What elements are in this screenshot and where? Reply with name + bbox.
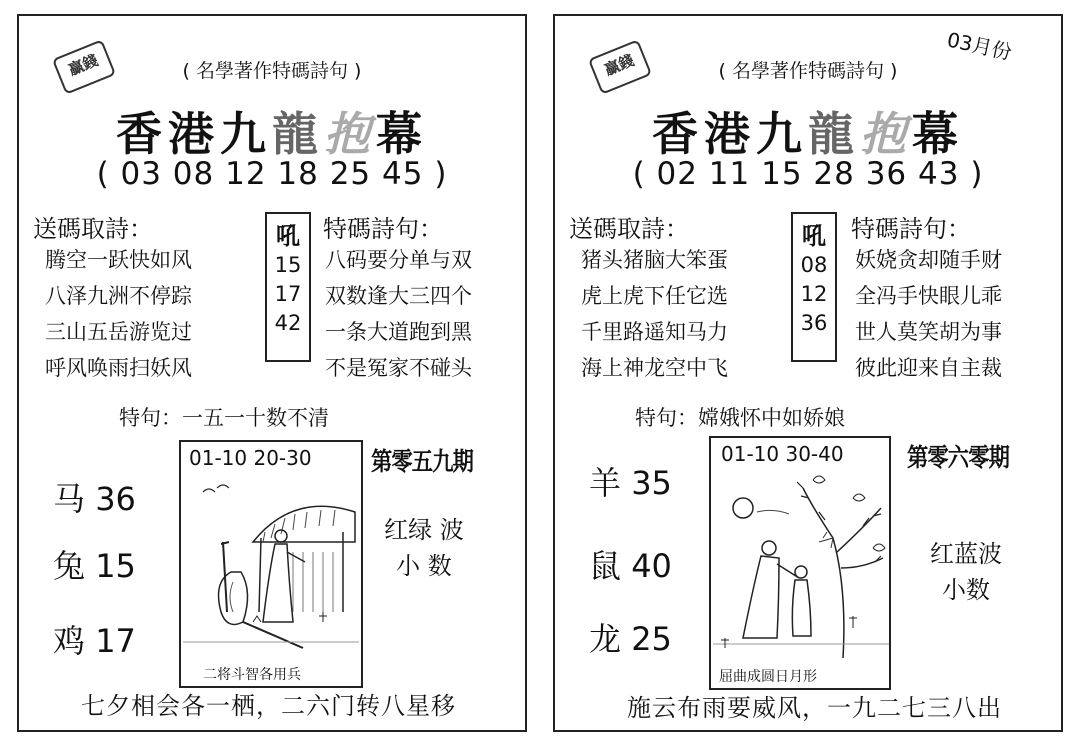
title-char: 龍 <box>808 107 860 161</box>
zodiac-animal: 龙 <box>589 620 622 658</box>
title-char: 幕 <box>376 107 428 161</box>
zodiac-animal: 羊 <box>589 464 622 502</box>
page-title <box>19 98 525 164</box>
zodiac-line <box>53 474 136 520</box>
wave-line: 小 数 <box>396 552 452 580</box>
special-code-poem <box>325 242 472 386</box>
roar-char: 吼 <box>802 222 826 250</box>
poem-line: 猪头猪脑大笨蛋 <box>581 248 728 272</box>
send-code-poem <box>45 242 192 386</box>
zodiac-animal: 鼠 <box>589 547 622 585</box>
roar-number-box <box>265 212 311 362</box>
wave-line: 红绿 波 <box>384 516 464 544</box>
zodiac-line <box>589 614 672 660</box>
subtitle: ( 名學著作特碼詩句 ) <box>718 60 898 82</box>
title-char: 幕 <box>912 107 964 161</box>
poem-line: 一条大道跑到黑 <box>325 320 472 344</box>
title-char: 抱 <box>324 107 376 161</box>
month-label: 03月份 <box>944 27 1014 65</box>
poem-line: 千里路遥知马力 <box>581 320 728 344</box>
poem-line: 三山五岳游览过 <box>45 320 192 344</box>
box-number: 36 <box>800 311 828 335</box>
zodiac-line <box>589 458 672 504</box>
send-code-heading: 送碼取詩： <box>569 215 689 243</box>
special-code-poem <box>855 242 1002 386</box>
number-range: 01-10 20-30 <box>189 446 312 470</box>
special-code-heading: 特碼詩句： <box>851 215 971 243</box>
bottom-verse: 七夕相会各一栖，二六门转八星移 <box>81 692 456 720</box>
special-code-heading: 特碼詩句： <box>323 215 443 243</box>
page-title <box>555 98 1061 164</box>
poem-line: 不是冤家不碰头 <box>325 356 472 380</box>
right-sheet <box>553 14 1063 732</box>
subtitle: ( 名學著作特碼詩句 ) <box>182 60 362 82</box>
zodiac-number: 15 <box>95 547 136 585</box>
poem-line: 虎上虎下任它选 <box>581 284 728 308</box>
hut-woman-illustration <box>183 472 359 656</box>
title-char: 港 <box>704 107 756 161</box>
zodiac-animal: 鸡 <box>53 622 86 660</box>
zodiac-number: 17 <box>95 622 136 660</box>
poem-line: 双数逢大三四个 <box>325 284 472 308</box>
poem-line: 全冯手快眼儿乖 <box>855 284 1002 308</box>
number-row: ( 02 11 15 28 36 43 ) <box>632 156 984 192</box>
number-row: ( 03 08 12 18 25 45 ) <box>96 156 448 192</box>
zodiac-animal: 马 <box>53 480 86 518</box>
poem-line: 八泽九洲不停踪 <box>45 284 192 308</box>
father-child-illustration <box>713 468 889 662</box>
title-char: 香 <box>652 107 704 161</box>
poem-line: 腾空一跃快如风 <box>45 248 192 272</box>
roar-char: 吼 <box>276 222 300 250</box>
poem-line: 八码要分单与双 <box>325 248 472 272</box>
title-char: 港 <box>168 107 220 161</box>
title-char: 九 <box>220 107 272 161</box>
box-number: 08 <box>800 253 828 277</box>
picture-box <box>179 440 363 688</box>
zodiac-line <box>53 616 136 662</box>
issue-period: 第零六零期 <box>907 443 1010 472</box>
win-money-stamp: 贏錢 <box>52 39 116 94</box>
poem-line: 妖娆贪却随手财 <box>855 248 1002 272</box>
zodiac-number: 40 <box>631 547 672 585</box>
left-sheet <box>17 14 527 732</box>
poem-line: 彼此迎来自主裁 <box>855 356 1002 380</box>
box-number: 17 <box>274 282 302 306</box>
picture-caption: 屈曲成圆日月形 <box>719 669 817 685</box>
color-wave <box>911 536 1021 608</box>
zodiac-animal: 兔 <box>53 547 86 585</box>
box-number: 42 <box>274 311 302 335</box>
win-money-stamp: 贏錢 <box>588 39 652 94</box>
title-char: 抱 <box>860 107 912 161</box>
zodiac-line <box>589 541 672 587</box>
send-code-poem <box>581 242 728 386</box>
box-number: 15 <box>274 253 302 277</box>
send-code-heading: 送碼取詩： <box>33 215 153 243</box>
title-char: 九 <box>756 107 808 161</box>
poem-line: 世人莫笑胡为事 <box>855 320 1002 344</box>
wave-line: 小数 <box>942 576 990 604</box>
zodiac-number: 35 <box>631 464 672 502</box>
special-sentence: 特句：一五一十数不清 <box>119 406 329 430</box>
poem-line: 呼风唤雨扫妖风 <box>45 356 192 380</box>
number-range: 01-10 30-40 <box>721 442 844 466</box>
bottom-verse: 施云布雨要威风，一九二七三八出 <box>627 694 1002 722</box>
title-char: 龍 <box>272 107 324 161</box>
title-char: 香 <box>116 107 168 161</box>
zodiac-number: 36 <box>95 480 136 518</box>
wave-line: 红蓝波 <box>930 540 1002 568</box>
zodiac-number: 25 <box>631 620 672 658</box>
picture-caption: 二将斗智各用兵 <box>203 667 301 683</box>
roar-number-box <box>791 212 837 362</box>
zodiac-line <box>53 541 136 587</box>
issue-period: 第零五九期 <box>371 447 474 476</box>
poem-line: 海上神龙空中飞 <box>581 356 728 380</box>
special-sentence: 特句：嫦娥怀中如娇娘 <box>635 406 845 430</box>
color-wave <box>369 512 479 584</box>
picture-box <box>709 436 891 690</box>
box-number: 12 <box>800 282 828 306</box>
